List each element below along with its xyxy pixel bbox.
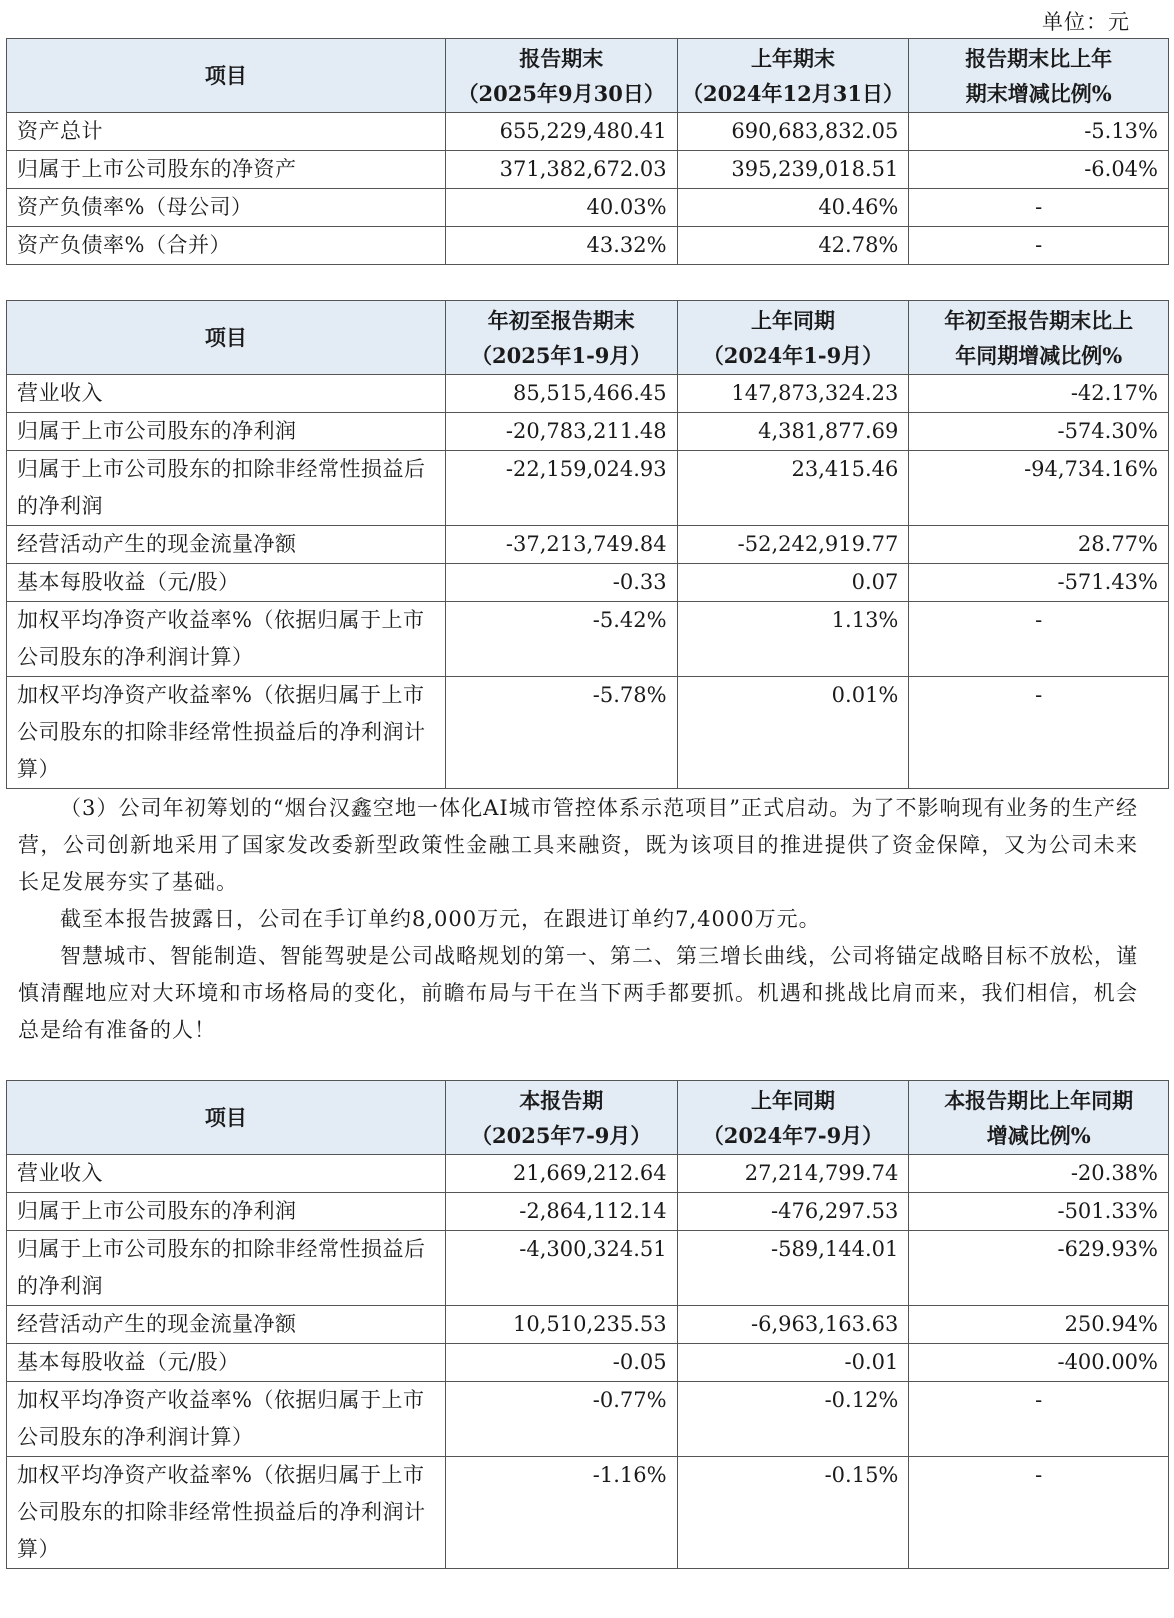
row-label: 经营活动产生的现金流量净额 — [7, 1306, 446, 1344]
row-change: 28.77% — [909, 526, 1169, 564]
row-value-current: -5.78% — [445, 677, 677, 789]
table-row — [7, 151, 1169, 189]
row-change: -400.00% — [909, 1344, 1169, 1382]
table-row — [7, 189, 1169, 227]
row-value-current: 85,515,466.45 — [445, 375, 677, 413]
row-change: -5.13% — [909, 113, 1169, 151]
row-label: 加权平均净资产收益率%（依据归属于上市公司股东的扣除非经常性损益后的净利润计算） — [7, 677, 446, 789]
row-value-prior: 23,415.46 — [677, 451, 909, 526]
header-prior-period: 上年同期 （2024年1-9月） — [677, 301, 909, 375]
header-item: 项目 — [7, 39, 446, 113]
row-value-prior: 42.78% — [677, 227, 909, 265]
unit-label: 单位：元 — [1042, 10, 1130, 34]
row-label: 基本每股收益（元/股） — [7, 1344, 446, 1382]
row-label: 加权平均净资产收益率%（依据归属于上市公司股东的净利润计算） — [7, 602, 446, 677]
row-change: -574.30% — [909, 413, 1169, 451]
table-header-row — [7, 39, 1169, 113]
row-value-prior: -476,297.53 — [677, 1193, 909, 1231]
row-value-current: 371,382,672.03 — [445, 151, 677, 189]
table-row — [7, 1231, 1169, 1306]
table-row — [7, 227, 1169, 265]
ytd-income-table — [6, 300, 1169, 789]
row-value-current: -5.42% — [445, 602, 677, 677]
table-row — [7, 602, 1169, 677]
row-value-prior: -589,144.01 — [677, 1231, 909, 1306]
paragraph: （3）公司年初筹划的“烟台汉鑫空地一体化AI城市管控体系示范项目”正式启动。为了不影响现有业务的生产经营，公司创新地采用了国家发改委新型政策性金融工具来融资，既为该项目的推进提供了资金保障，又为公司未来长足发展夯实了基础。 — [18, 796, 1138, 894]
row-label: 资产负债率%（合并） — [7, 227, 446, 265]
row-value-current: -0.05 — [445, 1344, 677, 1382]
row-value-current: -0.33 — [445, 564, 677, 602]
row-value-prior: 395,239,018.51 — [677, 151, 909, 189]
table-row — [7, 1306, 1169, 1344]
row-label: 加权平均净资产收益率%（依据归属于上市公司股东的净利润计算） — [7, 1382, 446, 1457]
header-prior-period: 上年同期 （2024年7-9月） — [677, 1081, 909, 1155]
row-change: -571.43% — [909, 564, 1169, 602]
table-row — [7, 564, 1169, 602]
row-label: 加权平均净资产收益率%（依据归属于上市公司股东的扣除非经常性损益后的净利润计算） — [7, 1457, 446, 1569]
row-change: -501.33% — [909, 1193, 1169, 1231]
header-change-ratio: 报告期末比上年 期末增减比例% — [909, 39, 1169, 113]
paragraph: 截至本报告披露日，公司在手订单约8,000万元，在跟进订单约7,4000万元。 — [60, 907, 821, 931]
row-label: 归属于上市公司股东的扣除非经常性损益后的净利润 — [7, 1231, 446, 1306]
narrative-text — [18, 790, 1138, 1049]
table-row — [7, 375, 1169, 413]
row-change: -20.38% — [909, 1155, 1169, 1193]
row-value-current: -2,864,112.14 — [445, 1193, 677, 1231]
table-row — [7, 113, 1169, 151]
row-value-prior: -6,963,163.63 — [677, 1306, 909, 1344]
row-value-prior: 0.07 — [677, 564, 909, 602]
table-row — [7, 677, 1169, 789]
row-change: - — [909, 1457, 1169, 1569]
row-value-prior: 147,873,324.23 — [677, 375, 909, 413]
row-label: 资产负债率%（母公司） — [7, 189, 446, 227]
table-header-row — [7, 301, 1169, 375]
row-value-prior: 4,381,877.69 — [677, 413, 909, 451]
row-change: - — [909, 602, 1169, 677]
row-value-current: 40.03% — [445, 189, 677, 227]
row-change: -629.93% — [909, 1231, 1169, 1306]
row-value-current: -22,159,024.93 — [445, 451, 677, 526]
row-change: - — [909, 227, 1169, 265]
row-label: 营业收入 — [7, 375, 446, 413]
table-row — [7, 1344, 1169, 1382]
table-row — [7, 1382, 1169, 1457]
row-value-current: -0.77% — [445, 1382, 677, 1457]
quarter-income-table — [6, 1080, 1169, 1569]
table-row — [7, 451, 1169, 526]
header-current-quarter: 本报告期 （2025年7-9月） — [445, 1081, 677, 1155]
row-label: 归属于上市公司股东的净资产 — [7, 151, 446, 189]
row-value-prior: 1.13% — [677, 602, 909, 677]
row-value-prior: -52,242,919.77 — [677, 526, 909, 564]
row-value-prior: -0.12% — [677, 1382, 909, 1457]
table-row — [7, 1457, 1169, 1569]
row-change: -94,734.16% — [909, 451, 1169, 526]
header-ytd: 年初至报告期末 （2025年1-9月） — [445, 301, 677, 375]
row-label: 经营活动产生的现金流量净额 — [7, 526, 446, 564]
row-label: 资产总计 — [7, 113, 446, 151]
row-value-current: 21,669,212.64 — [445, 1155, 677, 1193]
row-change: - — [909, 189, 1169, 227]
paragraph: 智慧城市、智能制造、智能驾驶是公司战略规划的第一、第二、第三增长曲线，公司将锚定战略目标不放松，谨慎清醒地应对大环境和市场格局的变化，前瞻布局与干在当下两手都要抓。机遇和挑战比肩而来，我们相信，机会总是给有准备的人！ — [18, 944, 1138, 1042]
row-label: 基本每股收益（元/股） — [7, 564, 446, 602]
row-label: 归属于上市公司股东的净利润 — [7, 413, 446, 451]
row-value-current: -1.16% — [445, 1457, 677, 1569]
row-value-current: -4,300,324.51 — [445, 1231, 677, 1306]
row-value-prior: -0.01 — [677, 1344, 909, 1382]
row-value-current: -20,783,211.48 — [445, 413, 677, 451]
row-label: 归属于上市公司股东的扣除非经常性损益后的净利润 — [7, 451, 446, 526]
row-change: 250.94% — [909, 1306, 1169, 1344]
row-label: 归属于上市公司股东的净利润 — [7, 1193, 446, 1231]
header-change-ratio: 本报告期比上年同期 增减比例% — [909, 1081, 1169, 1155]
row-value-prior: -0.15% — [677, 1457, 909, 1569]
table-row — [7, 1193, 1169, 1231]
row-value-prior: 40.46% — [677, 189, 909, 227]
row-value-prior: 27,214,799.74 — [677, 1155, 909, 1193]
row-change: - — [909, 677, 1169, 789]
table-row — [7, 413, 1169, 451]
header-item: 项目 — [7, 301, 446, 375]
table-row — [7, 1155, 1169, 1193]
table-row — [7, 526, 1169, 564]
row-value-current: 10,510,235.53 — [445, 1306, 677, 1344]
row-change: -42.17% — [909, 375, 1169, 413]
row-change: -6.04% — [909, 151, 1169, 189]
row-label: 营业收入 — [7, 1155, 446, 1193]
row-change: - — [909, 1382, 1169, 1457]
row-value-current: 655,229,480.41 — [445, 113, 677, 151]
balance-summary-table — [6, 38, 1169, 265]
row-value-prior: 0.01% — [677, 677, 909, 789]
row-value-prior: 690,683,832.05 — [677, 113, 909, 151]
table-header-row — [7, 1081, 1169, 1155]
header-prior-year-end: 上年期末 （2024年12月31日） — [677, 39, 909, 113]
row-value-current: 43.32% — [445, 227, 677, 265]
header-period-end: 报告期末 （2025年9月30日） — [445, 39, 677, 113]
header-change-ratio: 年初至报告期末比上 年同期增减比例% — [909, 301, 1169, 375]
header-item: 项目 — [7, 1081, 446, 1155]
row-value-current: -37,213,749.84 — [445, 526, 677, 564]
